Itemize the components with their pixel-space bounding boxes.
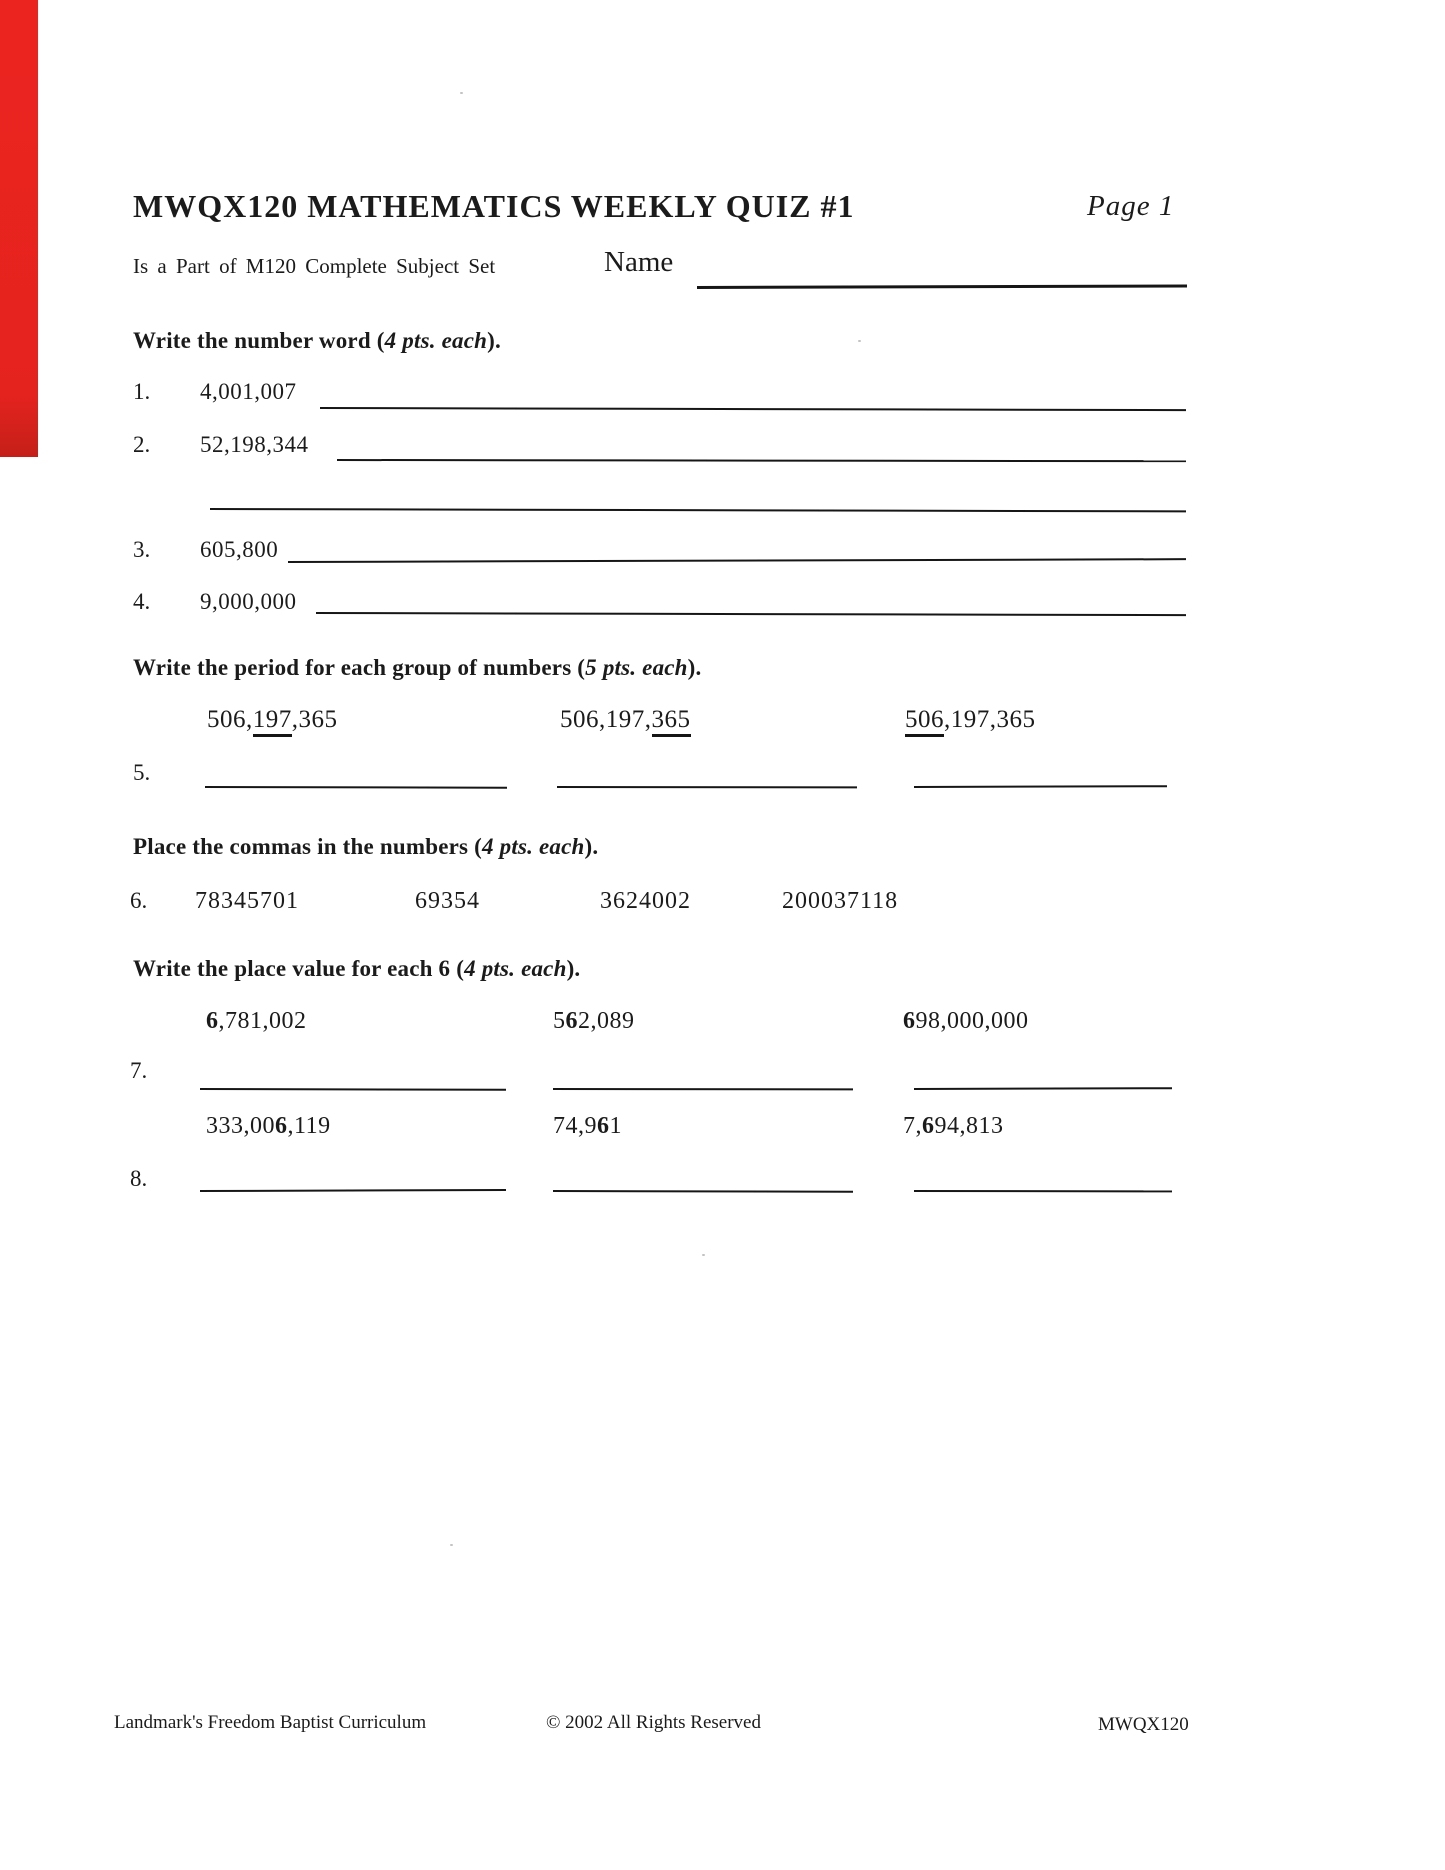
page-title: MWQX120 MATHEMATICS WEEKLY QUIZ #1	[133, 188, 855, 224]
item-number: 1.	[133, 379, 151, 404]
underlined-group: 506	[905, 706, 944, 737]
bold-six: 6	[275, 1113, 288, 1139]
number-part: 98,000,000	[915, 1008, 1029, 1034]
place-value-number	[553, 1113, 622, 1140]
item-number: 7.	[130, 1058, 148, 1083]
section-heading-commas	[133, 834, 598, 860]
item-number: 8.	[130, 1166, 148, 1191]
answer-line	[914, 1087, 1172, 1090]
number-part: ,781,002	[218, 1008, 307, 1034]
place-value-number	[553, 1008, 635, 1035]
bold-six: 6	[903, 1008, 916, 1034]
number-part: 506,197,	[560, 706, 652, 733]
item-number: 2.	[133, 432, 151, 457]
answer-line	[914, 1190, 1172, 1192]
answer-line	[205, 786, 507, 789]
number-part: 5	[553, 1008, 566, 1034]
heading-text: Place the commas in the numbers (	[133, 834, 482, 859]
answer-line	[553, 1190, 853, 1193]
heading-text: Write the number word (	[133, 328, 385, 353]
heading-points: 5 pts. each	[585, 655, 688, 680]
name-underline	[697, 284, 1187, 289]
number-part: 74,9	[553, 1113, 597, 1139]
number-part: ,197,365	[944, 706, 1036, 733]
number-part: ,119	[287, 1113, 331, 1139]
underlined-group: 197	[253, 706, 292, 737]
item-value: 4,001,007	[200, 379, 297, 404]
section-heading-periods	[133, 655, 701, 681]
answer-line	[337, 459, 1186, 462]
item-number: 4.	[133, 589, 151, 614]
number-part: 2,089	[578, 1008, 635, 1034]
underlined-group: 365	[652, 706, 691, 737]
item-value: 52,198,344	[200, 432, 309, 457]
answer-line	[914, 785, 1167, 788]
comma-number-4: 200037118	[782, 888, 899, 914]
heading-text: Write the period for each group of numbers (	[133, 655, 586, 680]
answer-line	[320, 407, 1186, 411]
place-value-number	[206, 1113, 331, 1140]
heading-tail: ).	[584, 834, 599, 859]
comma-number-1: 78345701	[195, 888, 299, 914]
footer-publisher: Landmark's Freedom Baptist Curriculum	[114, 1712, 427, 1733]
comma-number-2: 69354	[415, 888, 480, 914]
number-part: ,365	[291, 706, 338, 733]
period-number-2	[560, 706, 691, 734]
page-number: Page 1	[1087, 190, 1175, 222]
item-number: 5.	[133, 760, 151, 785]
period-number-1	[207, 706, 338, 734]
place-value-number	[903, 1008, 1029, 1035]
comma-number-3: 3624002	[600, 888, 691, 914]
number-part: 94,813	[934, 1113, 1004, 1139]
number-part: 1	[609, 1113, 622, 1139]
heading-points: 4 pts. each	[464, 956, 567, 981]
answer-line	[557, 786, 857, 788]
number-part: 506,	[207, 706, 253, 733]
number-part: 333,00	[206, 1113, 275, 1139]
period-number-3	[905, 706, 1036, 734]
item-value: 605,800	[200, 537, 279, 562]
section-heading-number-word	[133, 328, 501, 354]
bold-six: 6	[597, 1113, 610, 1139]
answer-line	[553, 1088, 853, 1090]
footer-code: MWQX120	[1098, 1714, 1189, 1735]
scan-artifact-dot	[858, 340, 861, 342]
footer-copyright: © 2002 All Rights Reserved	[546, 1712, 761, 1733]
heading-tail: ).	[487, 328, 501, 353]
answer-line	[200, 1088, 506, 1091]
number-part: 7,	[903, 1113, 922, 1139]
heading-tail: ).	[566, 956, 581, 981]
answer-line	[200, 1189, 506, 1192]
scan-artifact-red-stripe	[0, 0, 38, 457]
answer-line-continuation	[210, 508, 1186, 512]
heading-text: Write the place value for each 6 (	[133, 956, 465, 981]
scan-artifact-dot	[450, 1544, 453, 1546]
item-value: 9,000,000	[200, 589, 297, 614]
name-label: Name	[604, 246, 674, 278]
bold-six: 6	[206, 1008, 219, 1034]
heading-tail: ).	[687, 655, 702, 680]
subtitle: Is a Part of M120 Complete Subject Set	[133, 254, 496, 278]
section-heading-place-value	[133, 956, 580, 982]
heading-points: 4 pts. each	[384, 328, 488, 353]
item-number: 3.	[133, 537, 151, 562]
scan-artifact-dot	[702, 1254, 705, 1256]
answer-line	[288, 558, 1186, 563]
bold-six: 6	[922, 1113, 935, 1139]
bold-six: 6	[565, 1008, 578, 1034]
scan-artifact-dot	[460, 92, 463, 94]
heading-points: 4 pts. each	[482, 834, 585, 859]
answer-line	[316, 612, 1186, 616]
place-value-number	[206, 1008, 307, 1035]
place-value-number	[903, 1113, 1004, 1140]
item-number: 6.	[130, 888, 148, 913]
